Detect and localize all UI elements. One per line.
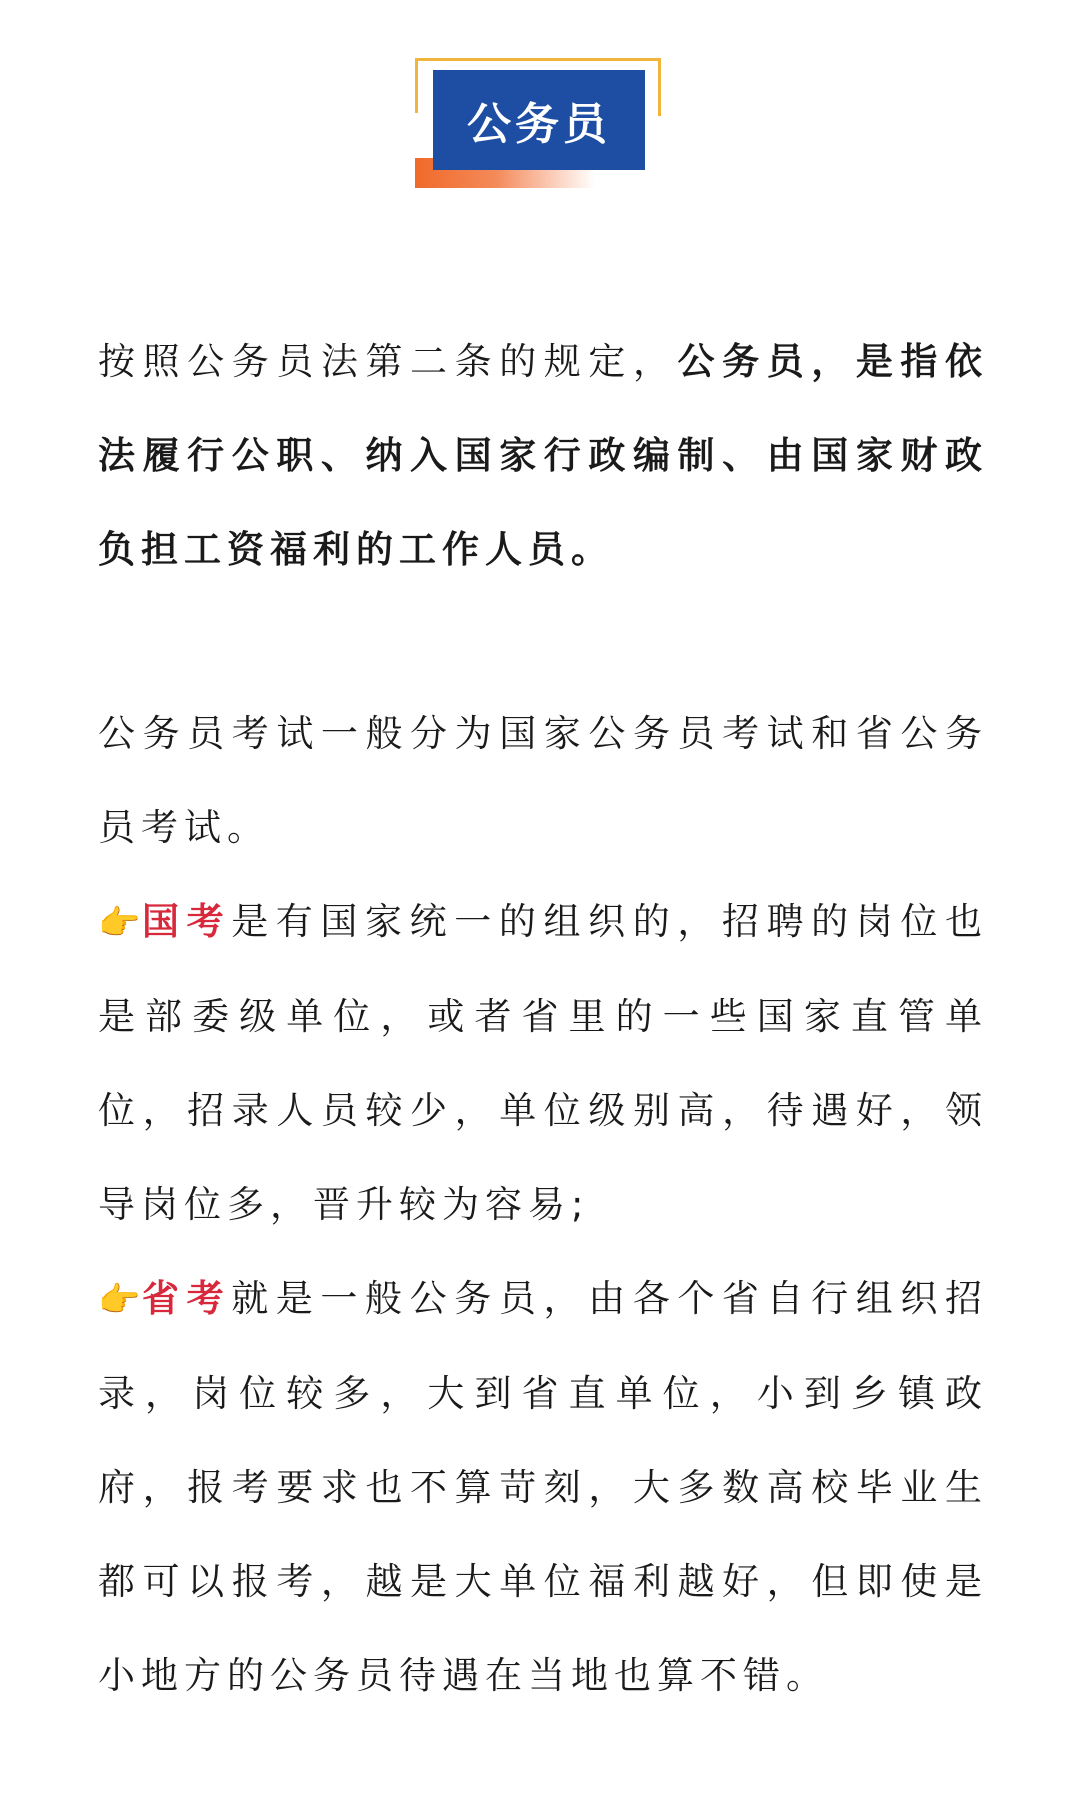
paragraph-spacer bbox=[98, 597, 988, 687]
definition-intro: 按照公务员法第二条的规定， bbox=[98, 340, 678, 383]
page-title: 公务员 bbox=[433, 70, 645, 170]
provincial-exam-label: 省考 bbox=[141, 1277, 232, 1320]
provincial-exam-paragraph bbox=[98, 1252, 988, 1723]
exam-types-paragraph: 公务员考试一般分为国家公务员考试和省公务员考试。 bbox=[98, 712, 988, 849]
national-exam-label: 国考 bbox=[141, 900, 232, 943]
definition-paragraph bbox=[98, 315, 988, 597]
pointing-hand-icon: 👉 bbox=[98, 1280, 142, 1320]
definition-bold: 公务员，是指依法履行公职、纳入国家行政编制、由国家财政负担工资福利的工作人员。 bbox=[98, 340, 989, 571]
title-badge bbox=[415, 58, 665, 198]
pointing-hand-icon: 👉 bbox=[98, 903, 142, 943]
national-exam-paragraph bbox=[98, 875, 988, 1252]
article-body bbox=[98, 315, 988, 1723]
provincial-exam-text: 就是一般公务员，由各个省自行组织招录，岗位较多，大到省直单位，小到乡镇政府，报考要求也不算苛刻，大多数高校毕业生都可以报考，越是大单位福利越好，但即使是小地方的公务员待遇在当地也算不错。 bbox=[98, 1277, 989, 1697]
national-exam-text: 是有国家统一的组织的，招聘的岗位也是部委级单位，或者省里的一些国家直管单位，招录人员较少，单位级别高，待遇好，领导岗位多，晋升较为容易; bbox=[98, 900, 989, 1226]
